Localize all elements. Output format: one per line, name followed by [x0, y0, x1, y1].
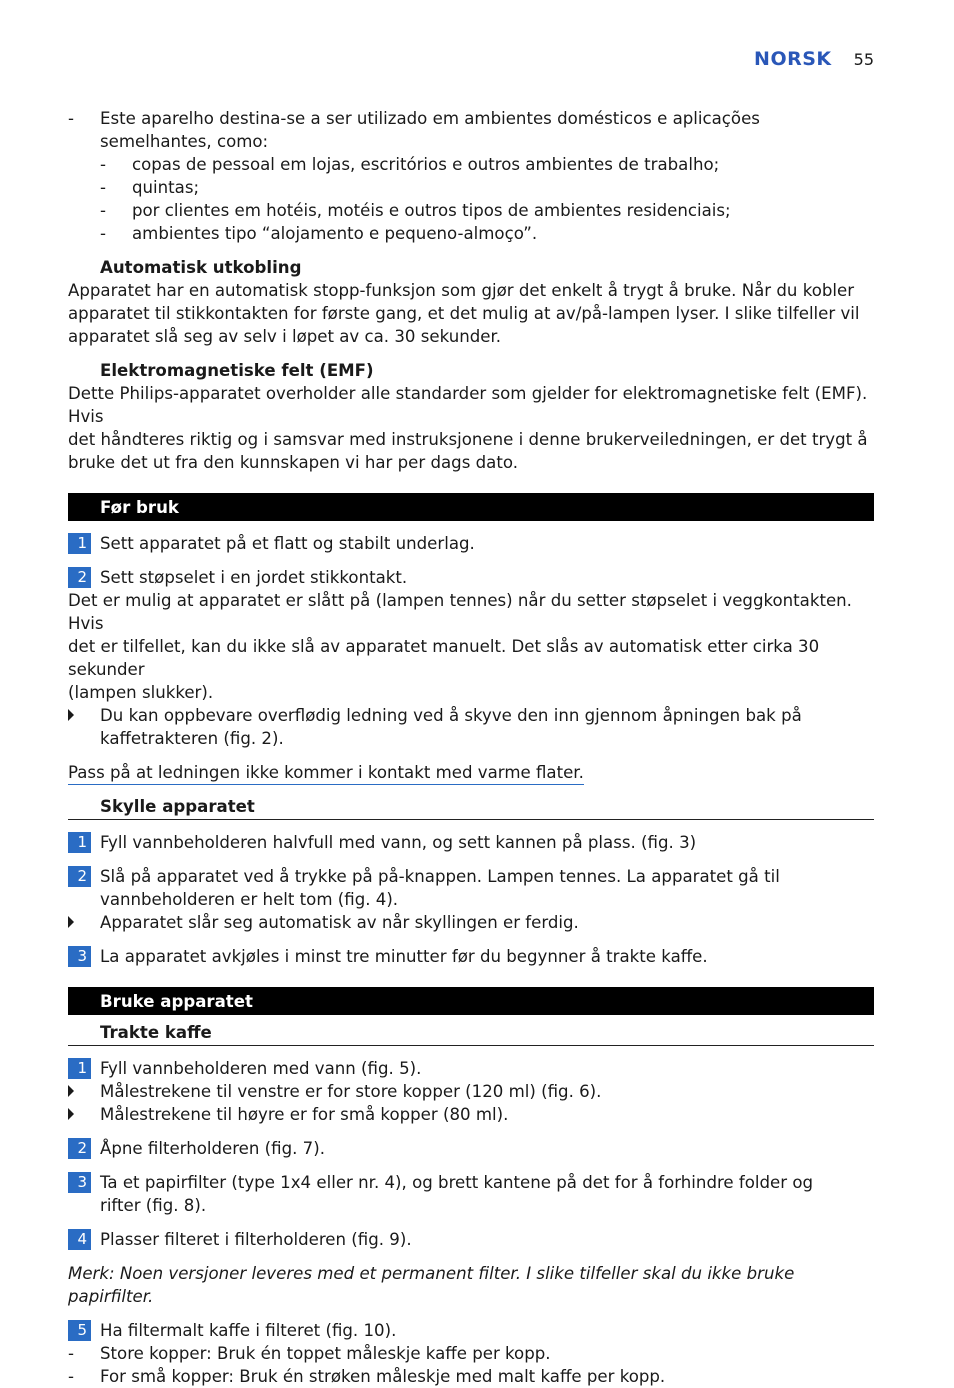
paragraph-line: Det er mulig at apparatet er slått på (lampen tennes) når du setter støpselet i veggkontakten. Hvis — [68, 591, 852, 633]
bullet-line: kaffetrakteren (fig. 2). — [100, 729, 284, 748]
page-content — [68, 107, 874, 1388]
step-text: Ha filtermalt kaffe i filteret (fig. 10). — [100, 1321, 397, 1340]
step-number: 1 — [68, 832, 91, 853]
bullet-item — [68, 1080, 874, 1103]
step-3 — [68, 945, 874, 968]
step-number: 4 — [68, 1229, 91, 1250]
step-number: 2 — [68, 567, 91, 588]
step-2 — [68, 566, 874, 589]
intro-subitem-text: quintas; — [132, 178, 200, 197]
step-text: Sett apparatet på et flatt og stabilt underlag. — [100, 534, 475, 553]
intro-item-text: Este aparelho destina-se a ser utilizado em ambientes domésticos e aplicações semelhantes, como: — [100, 109, 760, 151]
dash-marker: - — [100, 155, 106, 174]
dash-marker: - — [100, 224, 106, 243]
bullet-arrow-icon — [68, 916, 74, 928]
step-text: Fyll vannbeholderen halvfull med vann, og sett kannen på plass. (fig. 3) — [100, 833, 697, 852]
bullet-text: Målestrekene til venstre er for store kopper (120 ml) (fig. 6). — [100, 1082, 602, 1101]
emf-heading: Elektromagnetiske felt (EMF) — [100, 361, 374, 380]
bullet-line: Du kan oppbevare overflødig ledning ved å skyve den inn gjennom åpningen bak på — [100, 706, 802, 725]
step-2 — [68, 865, 874, 911]
intro-subitem-text: copas de pessoal em lojas, escritórios e outros ambientes de trabalho; — [132, 155, 720, 174]
emf-line: bruke det ut fra den kunnskapen vi har per dags dato. — [68, 453, 518, 472]
step-3 — [68, 1171, 874, 1217]
step-text-line: vannbeholderen er helt tom (fig. 4). — [100, 890, 399, 909]
intro-subitem-text: por clientes em hotéis, motéis e outros tipos de ambientes residenciais; — [132, 201, 731, 220]
emf-line: det håndteres riktig og i samsvar med instruksjonene i denne brukerveiledningen, er det trygt å — [68, 430, 868, 449]
dash-item-text: For små kopper: Bruk én strøken måleskje med malt kaffe per kopp. — [100, 1367, 666, 1386]
auto-off-paragraph — [68, 279, 874, 348]
intro-subitem-text: ambientes tipo “alojamento e pequeno-almoço”. — [132, 224, 538, 243]
step-text-line: Slå på apparatet ved å trykke på på-knappen. Lampen tennes. La apparatet gå til — [100, 867, 780, 886]
bullet-text: Apparatet slår seg automatisk av når skyllingen er ferdig. — [100, 913, 579, 932]
step-text: Åpne filterholderen (fig. 7). — [100, 1139, 325, 1158]
step-2 — [68, 1137, 874, 1160]
bullet-item — [68, 704, 874, 750]
rinse-heading: Skylle apparatet — [68, 795, 874, 820]
language-label: NORSK — [754, 48, 832, 70]
paragraph-line: det er tilfellet, kan du ikke slå av apparatet manuelt. Det slås av automatisk etter cirka 30 sekunder — [68, 637, 820, 679]
bullet-arrow-icon — [68, 1108, 74, 1120]
bullet-item — [68, 911, 874, 934]
page-header — [754, 48, 874, 70]
dash-marker: - — [100, 201, 106, 220]
brew-heading: Trakte kaffe — [68, 1021, 874, 1046]
step-text: Sett støpselet i en jordet stikkontakt. — [100, 568, 408, 587]
bullet-item — [68, 1103, 874, 1126]
emf-paragraph — [68, 382, 874, 474]
auto-off-heading: Automatisk utkobling — [100, 258, 302, 277]
step-text-line: Ta et papirfilter (type 1x4 eller nr. 4), og brett kantene på det for å forhindre folder og — [100, 1173, 814, 1192]
step-number: 2 — [68, 1138, 91, 1159]
step-number: 2 — [68, 866, 91, 887]
step-1 — [68, 1057, 874, 1080]
step-number: 5 — [68, 1320, 91, 1341]
step-1 — [68, 532, 874, 555]
intro-subitem — [68, 153, 874, 176]
intro-subitem — [68, 222, 874, 245]
step-text-line: rifter (fig. 8). — [100, 1196, 207, 1215]
step-number: 1 — [68, 1058, 91, 1079]
before-use-paragraph — [68, 589, 874, 704]
intro-subitem — [68, 176, 874, 199]
step-number: 3 — [68, 1172, 91, 1193]
step-5 — [68, 1319, 874, 1342]
step-1 — [68, 831, 874, 854]
step-number: 1 — [68, 533, 91, 554]
dash-marker: - — [68, 1344, 74, 1363]
step-number: 3 — [68, 946, 91, 967]
note-text: Merk: Noen versjoner leveres med et permanent filter. I slike tilfeller skal du ikke bruke papirfilter. — [68, 1264, 795, 1306]
dash-item — [68, 1365, 874, 1388]
auto-off-line: Apparatet har en automatisk stopp-funksjon som gjør det enkelt å trygt å bruke. Når du kobler — [68, 281, 855, 300]
intro-subitem — [68, 199, 874, 222]
intro-item — [68, 107, 874, 153]
auto-off-line: apparatet slå seg av selv i løpet av ca. 30 sekunder. — [68, 327, 502, 346]
section-use: Bruke apparatet — [68, 987, 874, 1015]
step-text: La apparatet avkjøles i minst tre minutter før du begynner å trakte kaffe. — [100, 947, 708, 966]
warning-line: Pass på at ledningen ikke kommer i kontakt med varme flater. — [68, 763, 584, 785]
paragraph-line: (lampen slukker). — [68, 683, 214, 702]
step-text: Plasser filteret i filterholderen (fig. 9). — [100, 1230, 412, 1249]
warning-text — [68, 761, 874, 784]
dash-marker: - — [68, 1367, 74, 1386]
dash-marker: - — [100, 178, 106, 197]
dash-marker: - — [68, 109, 74, 128]
auto-off-line: apparatet til stikkontakten for første gang, et det mulig at av/på-lampen lyser. I slike tilfeller vil — [68, 304, 860, 323]
bullet-arrow-icon — [68, 1085, 74, 1097]
section-before-use: Før bruk — [68, 493, 874, 521]
dash-item-text: Store kopper: Bruk én toppet måleskje kaffe per kopp. — [100, 1344, 551, 1363]
step-text: Fyll vannbeholderen med vann (fig. 5). — [100, 1059, 422, 1078]
bullet-text: Målestrekene til høyre er for små kopper (80 ml). — [100, 1105, 509, 1124]
page-number: 55 — [853, 50, 874, 69]
step-4 — [68, 1228, 874, 1251]
emf-line: Dette Philips-apparatet overholder alle standarder som gjelder for elektromagnetiske felt (EMF). Hvis — [68, 384, 868, 426]
bullet-arrow-icon — [68, 709, 74, 721]
